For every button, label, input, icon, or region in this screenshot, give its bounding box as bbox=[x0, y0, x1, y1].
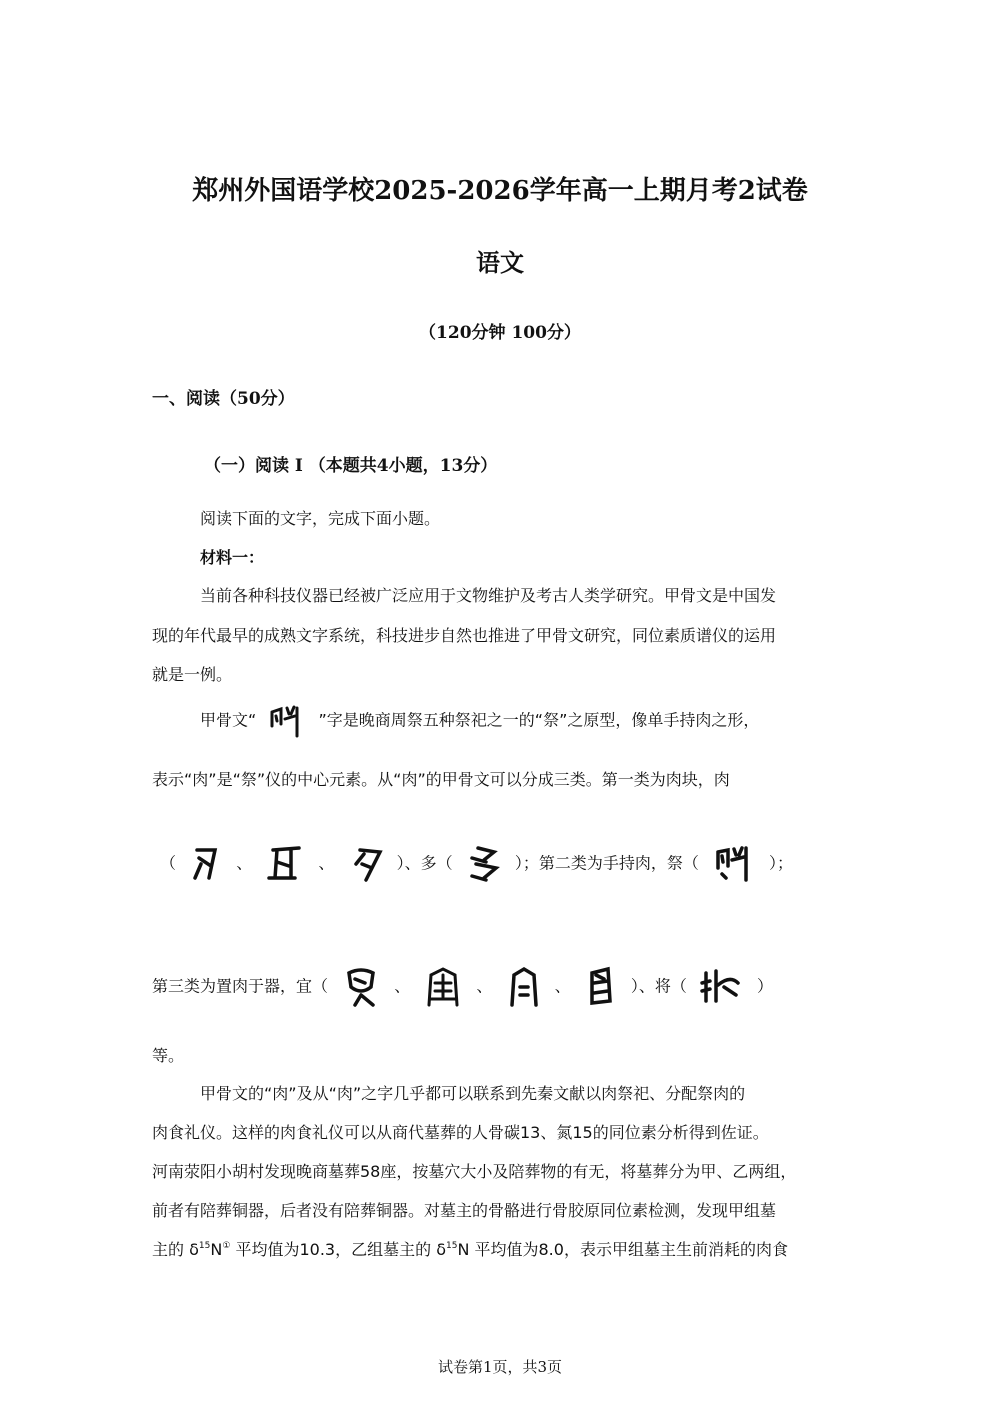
paragraph3-line1: 甲骨文的“肉”及从“肉”之字几乎都可以联系到先秦文献以肉祭祀、分配祭肉的 bbox=[200, 1084, 746, 1103]
paragraph3-line2: 肉食礼仪。这样的肉食礼仪可以从商代墓葬的人骨碳13、氮15的同位素分析得到佐证。 bbox=[152, 1123, 769, 1142]
isotope-superscript: 15 bbox=[445, 1241, 458, 1251]
oracle-glyph-ji-2-icon bbox=[712, 844, 756, 884]
instruction-text: 阅读下面的文字，完成下面小题。 bbox=[200, 509, 441, 528]
oracle-glyph-yi-4-icon bbox=[584, 965, 618, 1009]
paragraph2-line2: 表示“肉”是“祭”仪的中心元素。从“肉”的甲骨文可以分成三类。第一类为肉块，肉 bbox=[152, 770, 730, 789]
subsection-heading: （一）阅读 I （本题共4小题，13分） bbox=[204, 456, 498, 476]
section-heading: 一、阅读（50分） bbox=[152, 389, 295, 409]
oracle-glyph-rou-1-icon bbox=[189, 844, 223, 884]
page-footer: 试卷第1页，共3页 bbox=[437, 1358, 563, 1376]
oracle-glyph-yi-1-icon bbox=[341, 965, 381, 1009]
isotope-superscript: 15 bbox=[198, 1241, 211, 1251]
paragraph1-line1: 当前各种科技仪器已经被广泛应用于文物维护及考古人类学研究。甲骨文是中国发 bbox=[200, 586, 777, 605]
exam-title: 郑州外国语学校2025-2026学年高一上期月考2试卷 bbox=[192, 176, 808, 206]
material-label: 材料一： bbox=[200, 548, 265, 567]
exam-time-score: （120分钟 100分） bbox=[419, 323, 581, 343]
paragraph2-line5: 等。 bbox=[152, 1046, 185, 1065]
paragraph2-line3: （ 、 、 ）、多（ ）；第二类为手持肉，祭（ ）； bbox=[160, 844, 793, 884]
oracle-glyph-jiang-icon bbox=[700, 967, 744, 1007]
paragraph3-line4: 前者有陪葬铜器，后者没有陪葬铜器。对墓主的骨骼进行骨胶原同位素检测，发现甲组墓 bbox=[152, 1201, 777, 1220]
paragraph1-line3: 就是一例。 bbox=[152, 665, 233, 684]
footnote-marker[interactable]: ① bbox=[222, 1241, 231, 1251]
oracle-glyph-yi-2-icon bbox=[423, 965, 463, 1009]
oracle-glyph-yi-3-icon bbox=[506, 965, 542, 1009]
oracle-glyph-rou-2-icon bbox=[265, 844, 305, 884]
paragraph3-line5: 主的 $\delta^{15}N^①$ 平均值为10.3，乙组墓主的 $\delta^{15}N$ 平均值为8.0，表示甲组墓主生前消耗的肉食 bbox=[152, 1240, 788, 1259]
paragraph2-line4: 第三类为置肉于器，宜（ 、 、 、 ）、将（ ） bbox=[152, 965, 773, 1009]
oracle-glyph-duo-icon bbox=[466, 844, 502, 884]
exam-subject: 语文 bbox=[476, 248, 524, 277]
paragraph3-line3: 河南荥阳小胡村发现晚商墓葬58座，按墓穴大小及陪葬物的有无，将墓葬分为甲、乙两组， bbox=[152, 1162, 797, 1181]
paragraph1-line2: 现的年代最早的成熟文字系统，科技进步自然也推进了甲骨文研究，同位素质谱仪的运用 bbox=[152, 626, 777, 645]
oracle-glyph-ji-icon bbox=[267, 704, 307, 738]
paragraph2-line1: 甲骨文“ ”字是晚商周祭五种祭祀之一的“祭”之原型，像单手持肉之形， bbox=[200, 704, 759, 738]
oracle-glyph-rou-3-icon bbox=[348, 844, 384, 884]
